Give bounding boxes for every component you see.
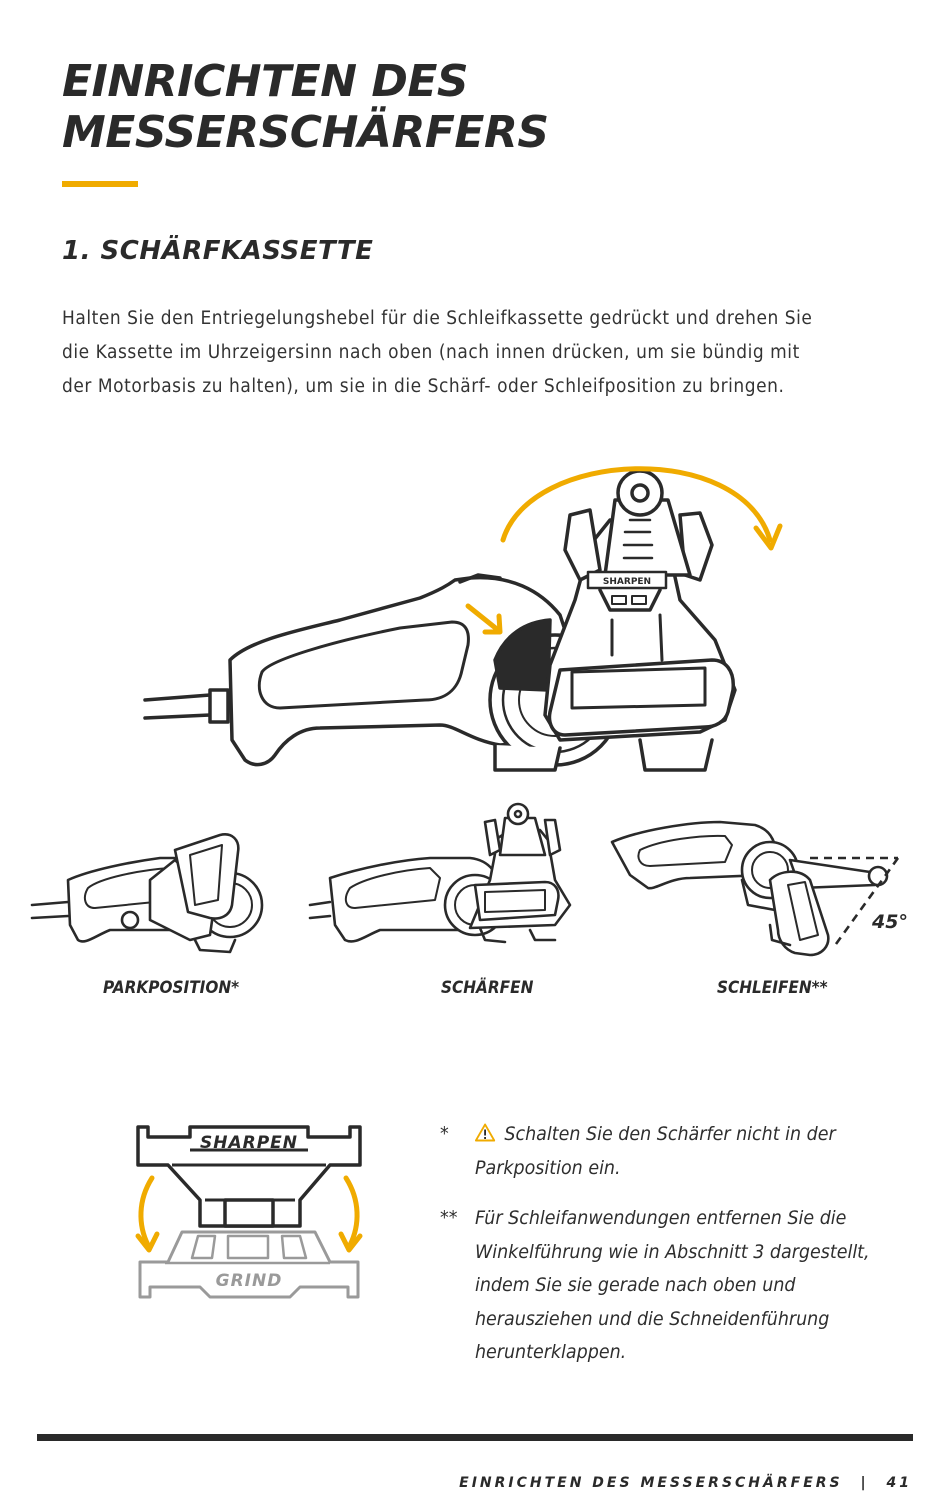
footnote-mark: **: [440, 1207, 458, 1229]
cartridge-right-rotate-arrow: [346, 1178, 357, 1245]
footnote-park-warning: [440, 1118, 872, 1185]
footnote-text: Schalten Sie den Schärfer nicht in der Parkposition ein.: [474, 1123, 836, 1179]
page-title-line-1: EINRICHTEN DES: [62, 56, 469, 107]
footer-rule: [37, 1434, 913, 1441]
intro-paragraph: Halten Sie den Entriegelungshebel für die Schleifkassette gedrückt und drehen Sie die Kassette im Uhrzeigersinn nach oben (nach innen drücken, um sie bündig mit der Motorbasis zu halten), um sie in die Schärf- oder Schleifposition zu bringen.: [62, 308, 813, 397]
main-sharpen-label: SHARPEN: [602, 577, 652, 587]
footer-separator: |: [860, 1475, 869, 1491]
label-grind-position: SCHLEIFEN**: [717, 978, 828, 998]
cartridge-left-rotate-arrow: [141, 1178, 152, 1245]
footnotes: [440, 1118, 910, 1387]
label-park-position: PARKPOSITION*: [103, 978, 240, 998]
footer-chapter-title: EINRICHTEN DES MESSERSCHÄRFERS: [459, 1475, 843, 1491]
page-footer: [459, 1475, 912, 1491]
grind-position-illustration: [612, 822, 887, 955]
park-position-illustration: [32, 834, 262, 952]
warning-icon: [475, 1123, 495, 1142]
angle-label: 45°: [872, 911, 908, 933]
main-sharpener-illustration: [145, 471, 735, 770]
cartridge-grind-label: GRIND: [215, 1271, 283, 1291]
sharpen-position-illustration: [310, 804, 570, 942]
footnote-grind-instructions: [440, 1202, 872, 1370]
page-title-line-2: MESSERSCHÄRFERS: [62, 107, 549, 158]
footnote-text: Für Schleifanwendungen entfernen Sie die Winkelführung wie in Abschnitt 3 dargestellt, indem Sie sie gerade nach oben und herausziehen und die Schneidenführung herunterklappen.: [474, 1207, 870, 1363]
cartridge-sharpen-label: SHARPEN: [199, 1133, 299, 1153]
section-heading: 1. SCHÄRFKASSETTE: [62, 236, 374, 266]
page-number: 41: [886, 1475, 912, 1491]
label-sharpen-position: SCHÄRFEN: [441, 978, 534, 998]
footnote-mark: *: [440, 1123, 449, 1145]
